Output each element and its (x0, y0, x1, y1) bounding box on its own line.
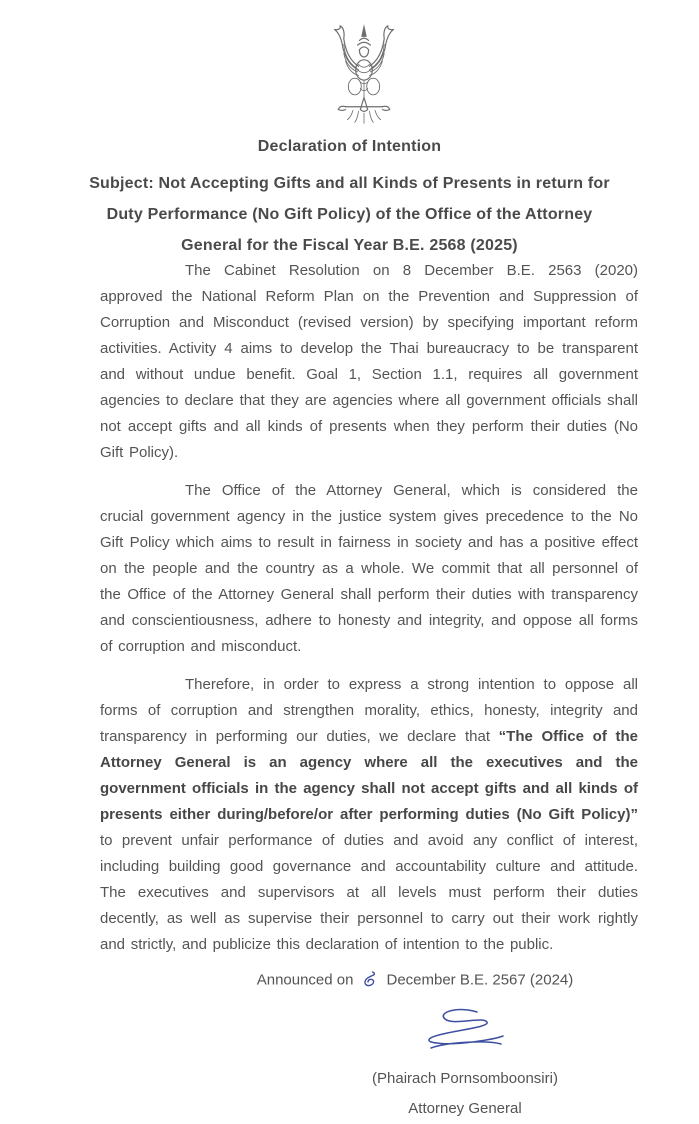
paragraph-cabinet-resolution: The Cabinet Resolution on 8 December B.E. 2563 (2020) approved the National Reform Plan on the Prevention and Suppression of Corruption and Misconduct (revised version) by specifying important reform activities. Activity 4 aims to develop the Thai bureaucracy to be transparent and without undue benefit. Goal 1, Section 1.1, requires all government agencies to declare that they are agencies where all government officials shall not accept gifts and all kinds of presents when they perform their duties (No Gift Policy). (100, 262, 638, 461)
document-body (100, 258, 638, 1124)
announcement-suffix: December B.E. 2567 (2024) (386, 971, 574, 989)
announcement-line (100, 970, 638, 990)
declaration-bold-quote: “The Office of the Attorney General is an agency where all the executives and the government officials in the agency shall not accept gifts and all kinds of presents either during/before/or after performing duties (No Gift Policy)” (100, 728, 638, 823)
signer-title: Attorney General (408, 1100, 522, 1117)
paragraph-declaration (100, 672, 638, 958)
subject-line-1: Subject: Not Accepting Gifts and all Kinds of Presents in return for (89, 175, 610, 192)
signature-block (300, 1006, 630, 1124)
handwritten-day-mark-icon (362, 970, 377, 988)
declaration-post-text: to prevent unfair performance of duties and avoid any conflict of interest, including building good governance and accountability culture and attitude. The executives and supervisors at all levels must perform their duties decently, as well as supervise their personnel to carry out their work rightly and strictly, and publicize this declaration of intention to the public. (100, 832, 638, 953)
subject-line-3: General for the Fiscal Year B.E. 2568 (2025) (181, 237, 518, 254)
declaration-pre-text: Therefore, in order to express a strong intention to oppose all forms of corruption and strengthen morality, ethics, honesty, integrity and transparency in performing our duties, we declare that (100, 676, 638, 745)
garuda-emblem-icon (318, 22, 410, 128)
paragraph-oag-commitment: The Office of the Attorney General, which is considered the crucial government agency in the justice system gives precedence to the No Gift Policy which aims to result in fairness in society and has a positive effect on the people and the country as a whole. We commit that all personnel of the Office of the Attorney General shall perform their duties with transparency and conscientiousness, adhere to honesty and integrity, and oppose all forms of corruption and misconduct. (100, 482, 638, 655)
page-title: Declaration of Intention (257, 138, 442, 155)
title-block (0, 138, 699, 261)
signer-name: (Phairach Pornsomboonsiri) (372, 1070, 558, 1087)
announcement-prefix: Announced on (256, 971, 354, 989)
subject-line-2: Duty Performance (No Gift Policy) of the Office of the Attorney (106, 206, 593, 223)
signature-icon (417, 1006, 513, 1058)
